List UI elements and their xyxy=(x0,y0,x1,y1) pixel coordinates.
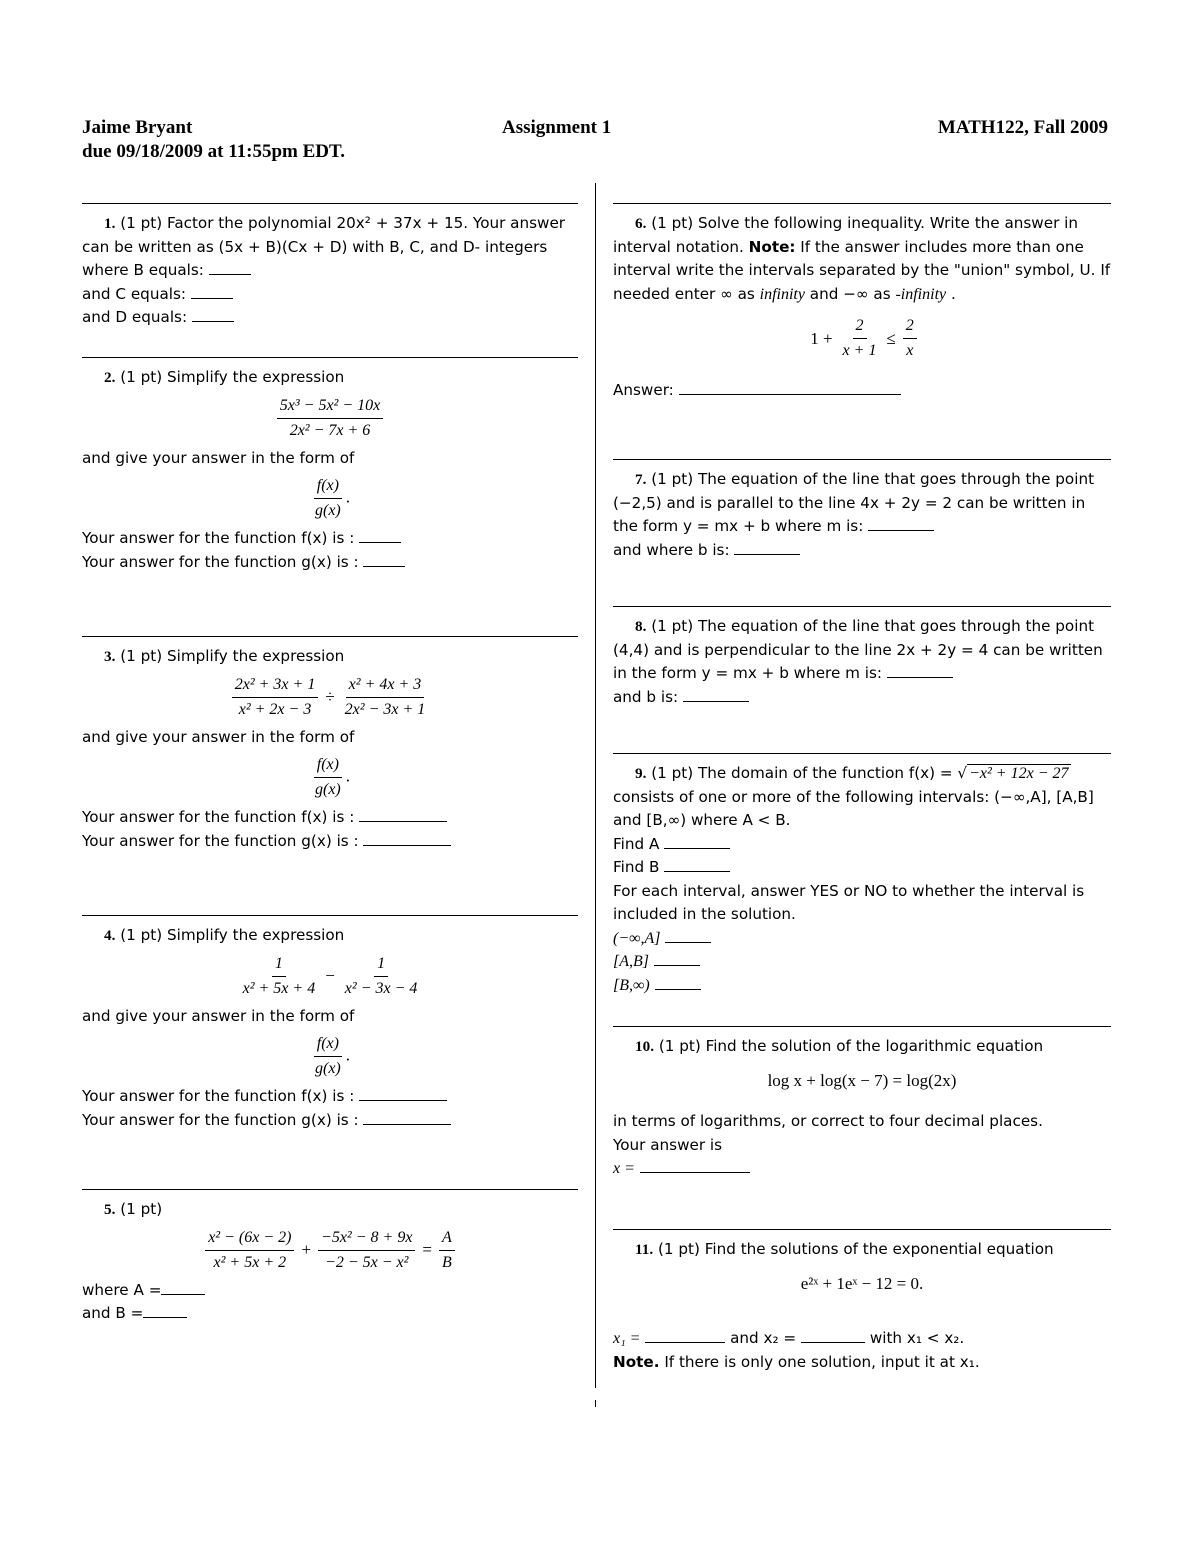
problem-text: (1 pt) Factor the polynomial 20x² + 37x + 15. Your answer can be written as (5x + B)(Cx + D) with B, C, and D- integers xyxy=(82,214,566,256)
problem-text: (1 pt) The equation of the line that goes through the point (−2,5) and is parallel to the line 4x + 2y = 2 can be written in the form y = mx + b where m is: xyxy=(613,470,1095,535)
problem-3 xyxy=(82,636,578,915)
answer-b-label: and where b is: xyxy=(613,540,730,559)
frac-a-denominator: x² + 2x − 3 xyxy=(238,700,312,718)
problem-number: 3. xyxy=(104,648,116,665)
answer-b-input[interactable] xyxy=(209,260,251,275)
answer-c-input[interactable] xyxy=(191,284,233,299)
frac-b-numerator: 1 xyxy=(374,952,388,977)
problem-number: 5. xyxy=(104,1201,116,1218)
due-date: due 09/18/2009 at 11:55pm EDT. xyxy=(82,141,346,162)
answer-input[interactable] xyxy=(679,380,901,395)
x2-label: and x₂ = xyxy=(730,1329,797,1347)
x-label: x = xyxy=(613,1160,635,1177)
note-text: If there is only one solution, input it at x₁. xyxy=(664,1352,980,1371)
lhs-numerator: 2 xyxy=(853,314,867,339)
student-name: Jaime Bryant xyxy=(82,117,193,138)
frac-a-denominator: x² + 5x + 4 xyxy=(242,979,316,997)
problem-text-continued: consists of one or more of the following intervals: (−∞,A], [A,B] and [B,∞) where A < B. xyxy=(613,787,1094,829)
form-fraction: $\frac{f(x)}{g(x)}$ . xyxy=(82,1032,578,1081)
problem-6 xyxy=(613,203,1111,459)
x1-label: x₁ = xyxy=(613,1330,641,1347)
answer-b-label: where B equals: xyxy=(82,261,204,279)
answer-g-label: Your answer for the function g(x) is : xyxy=(82,831,359,850)
period: . xyxy=(950,284,956,303)
rhs-denominator: x xyxy=(906,342,914,359)
answer-f-input[interactable] xyxy=(359,528,401,543)
form-fraction: $\frac{f(x)}{g(x)}$ . xyxy=(82,474,578,523)
right-column xyxy=(613,203,1111,1374)
relation: ≤ xyxy=(886,328,896,348)
and-text: and −∞ as xyxy=(809,284,891,303)
problem-text: (1 pt) xyxy=(120,1200,163,1218)
inequality xyxy=(613,314,1111,363)
answer-label: Answer: xyxy=(613,381,674,399)
problem-2 xyxy=(82,357,578,636)
frac-b-numerator: −5x² − 8 + 9x xyxy=(318,1226,415,1251)
frac-b-denominator: x² − 3x − 4 xyxy=(344,979,418,997)
answer-b-input[interactable] xyxy=(734,540,800,555)
x2-input[interactable] xyxy=(801,1328,865,1343)
result-denominator: B xyxy=(442,1253,452,1271)
interval-2: [A,B] xyxy=(613,953,649,970)
expression xyxy=(82,673,578,722)
problem-5 xyxy=(82,1189,578,1326)
problem-text: (1 pt) The domain of the function f(x) = xyxy=(651,764,953,782)
answer-g-label: Your answer for the function g(x) is : xyxy=(82,552,359,571)
interval-1: (−∞,A] xyxy=(613,929,661,947)
problem-number: 6. xyxy=(635,215,647,232)
neg-infinity-word: -infinity xyxy=(895,285,947,303)
interval-3-input[interactable] xyxy=(655,975,701,990)
problem-text: (1 pt) Simplify the expression xyxy=(120,368,345,386)
problem-number: 9. xyxy=(635,765,647,782)
operator: − xyxy=(325,966,335,986)
expression xyxy=(82,952,578,1001)
form-text: and give your answer in the form of xyxy=(82,727,355,746)
g-denominator: g(x) xyxy=(314,1060,341,1077)
problem-8 xyxy=(613,606,1111,753)
problem-10 xyxy=(613,1026,1111,1229)
answer-m-input[interactable] xyxy=(868,516,934,531)
answer-d-label: and D equals: xyxy=(82,308,188,326)
problem-1 xyxy=(82,203,578,357)
assignment-title: Assignment 1 xyxy=(502,117,612,138)
operator: + xyxy=(301,1240,312,1260)
frac-b-denominator: 2x² − 3x + 1 xyxy=(344,700,426,718)
answer-c-label: and C equals: xyxy=(82,284,186,303)
answer-g-label: Your answer for the function g(x) is : xyxy=(82,1110,359,1129)
answer-b-input[interactable] xyxy=(143,1303,187,1318)
x-input[interactable] xyxy=(640,1158,750,1173)
equation: e²ˣ + 1eˣ − 12 = 0. xyxy=(800,1273,924,1293)
problem-text: (1 pt) Find the solutions of the exponential equation xyxy=(657,1240,1054,1258)
infinity-word: infinity xyxy=(759,285,805,303)
f-numerator: f(x) xyxy=(314,1032,342,1057)
expression xyxy=(82,1226,578,1275)
problem-text: (1 pt) Simplify the expression xyxy=(120,647,345,665)
equation: log x + log(x − 7) = log(2x) xyxy=(767,1070,957,1090)
problem-text: (1 pt) Simplify the expression xyxy=(120,926,345,944)
find-a-label: Find A xyxy=(613,834,660,853)
frac-a-denominator: x² + 5x + 2 xyxy=(213,1253,287,1271)
f-numerator: f(x) xyxy=(314,474,342,499)
your-answer-label: Your answer is xyxy=(613,1135,723,1154)
g-denominator: g(x) xyxy=(314,781,341,798)
problem-number: 7. xyxy=(635,471,647,488)
problem-text: (1 pt) Find the solution of the logarithmic equation xyxy=(658,1037,1044,1055)
interval-1-input[interactable] xyxy=(665,928,711,943)
problem-number: 1. xyxy=(104,215,116,232)
lhs-prefix: 1 + xyxy=(810,328,833,348)
radicand: −x² + 12x − 27 xyxy=(969,765,1069,782)
answer-g-input[interactable] xyxy=(363,552,405,567)
equals: = xyxy=(422,1240,433,1260)
frac-a-numerator: x² − (6x − 2) xyxy=(205,1226,294,1251)
after-text: in terms of logarithms, or correct to four decimal places. xyxy=(613,1112,1043,1130)
problem-number: 8. xyxy=(635,618,647,635)
form-text: and give your answer in the form of xyxy=(82,448,355,467)
result-numerator: A xyxy=(439,1226,455,1251)
problem-9: 9. (1 pt) The domain of the function f(x) = √ −x² + 12x − 27 consists of one or more of the following intervals: (−∞,A], [A,B] and [B,∞) where A < B. Find A Find B For each interval, answer YES or NO to whether the interval is included in the solution. (−∞,A] [A,B] [B,∞) xyxy=(613,753,1111,1026)
instructions: For each interval, answer YES or NO to whether the interval is included in the solution. xyxy=(613,881,1085,923)
f-numerator: f(x) xyxy=(314,753,342,778)
x1-input[interactable] xyxy=(645,1328,725,1343)
problem-text: (1 pt) Solve the following inequality. Write the answer in interval notation. xyxy=(613,214,1078,256)
rhs-numerator: 2 xyxy=(903,314,917,339)
find-a-input[interactable] xyxy=(664,834,730,849)
answer-a-input[interactable] xyxy=(161,1280,205,1295)
find-b-label: Find B xyxy=(613,858,660,876)
problem-text: (1 pt) The equation of the line that goes through the point (4,4) and is perpendicular to the line 2x + 2y = 4 can be written in the form y = mx + b where m is: xyxy=(613,617,1103,682)
answer-d-input[interactable] xyxy=(192,307,234,322)
problem-7 xyxy=(613,459,1111,606)
problem-11 xyxy=(613,1229,1111,1374)
note-text: If the answer includes more than one interval write the intervals separated by the "union" symbol, U. If needed enter ∞ as xyxy=(613,237,1111,303)
problem-number: 10. xyxy=(635,1038,654,1055)
answer-f-input[interactable] xyxy=(359,807,447,822)
answer-b-input[interactable] xyxy=(683,687,749,702)
answer-g-input[interactable] xyxy=(363,1110,451,1125)
lhs-denominator: x + 1 xyxy=(842,342,877,359)
answer-f-label: Your answer for the function f(x) is : xyxy=(82,529,355,547)
answer-b-label: and B = xyxy=(82,1304,144,1322)
constraint-text: with x₁ < x₂. xyxy=(869,1329,965,1347)
problem-number: 2. xyxy=(104,369,116,386)
operator: ÷ xyxy=(325,687,335,707)
form-fraction: $\frac{f(x)}{g(x)}$ . xyxy=(82,753,578,802)
page-tick xyxy=(595,1400,596,1407)
interval-3: [B,∞) xyxy=(613,976,650,994)
answer-g-input[interactable] xyxy=(363,831,451,846)
answer-f-label: Your answer for the function f(x) is : xyxy=(82,808,355,826)
column-divider xyxy=(595,183,596,1388)
expr-numerator: 5x³ − 5x² − 10x xyxy=(277,394,384,419)
interval-2-input[interactable] xyxy=(654,951,700,966)
frac-a-numerator: 2x² + 3x + 1 xyxy=(232,673,319,698)
note-label: Note. xyxy=(613,1352,660,1371)
form-text: and give your answer in the form of xyxy=(82,1006,355,1025)
left-column xyxy=(82,203,578,1326)
answer-f-label: Your answer for the function f(x) is : xyxy=(82,1087,355,1105)
frac-b-numerator: x² + 4x + 3 xyxy=(346,673,425,698)
answer-a-label: where A = xyxy=(82,1280,162,1299)
course-name: MATH122, Fall 2009 xyxy=(937,117,1108,138)
note-label: Note: xyxy=(748,237,796,256)
g-denominator: g(x) xyxy=(314,502,341,519)
answer-f-input[interactable] xyxy=(359,1086,447,1101)
expr-denominator: 2x² − 7x + 6 xyxy=(289,421,371,439)
answer-m-input[interactable] xyxy=(887,663,953,678)
expression xyxy=(82,394,578,443)
problem-number: 11. xyxy=(635,1241,654,1258)
frac-b-denominator: −2 − 5x − x² xyxy=(325,1253,409,1271)
problem-4 xyxy=(82,915,578,1189)
answer-b-label: and b is: xyxy=(613,687,679,706)
problem-number: 4. xyxy=(104,927,116,944)
find-b-input[interactable] xyxy=(664,857,730,872)
frac-a-numerator: 1 xyxy=(272,952,286,977)
